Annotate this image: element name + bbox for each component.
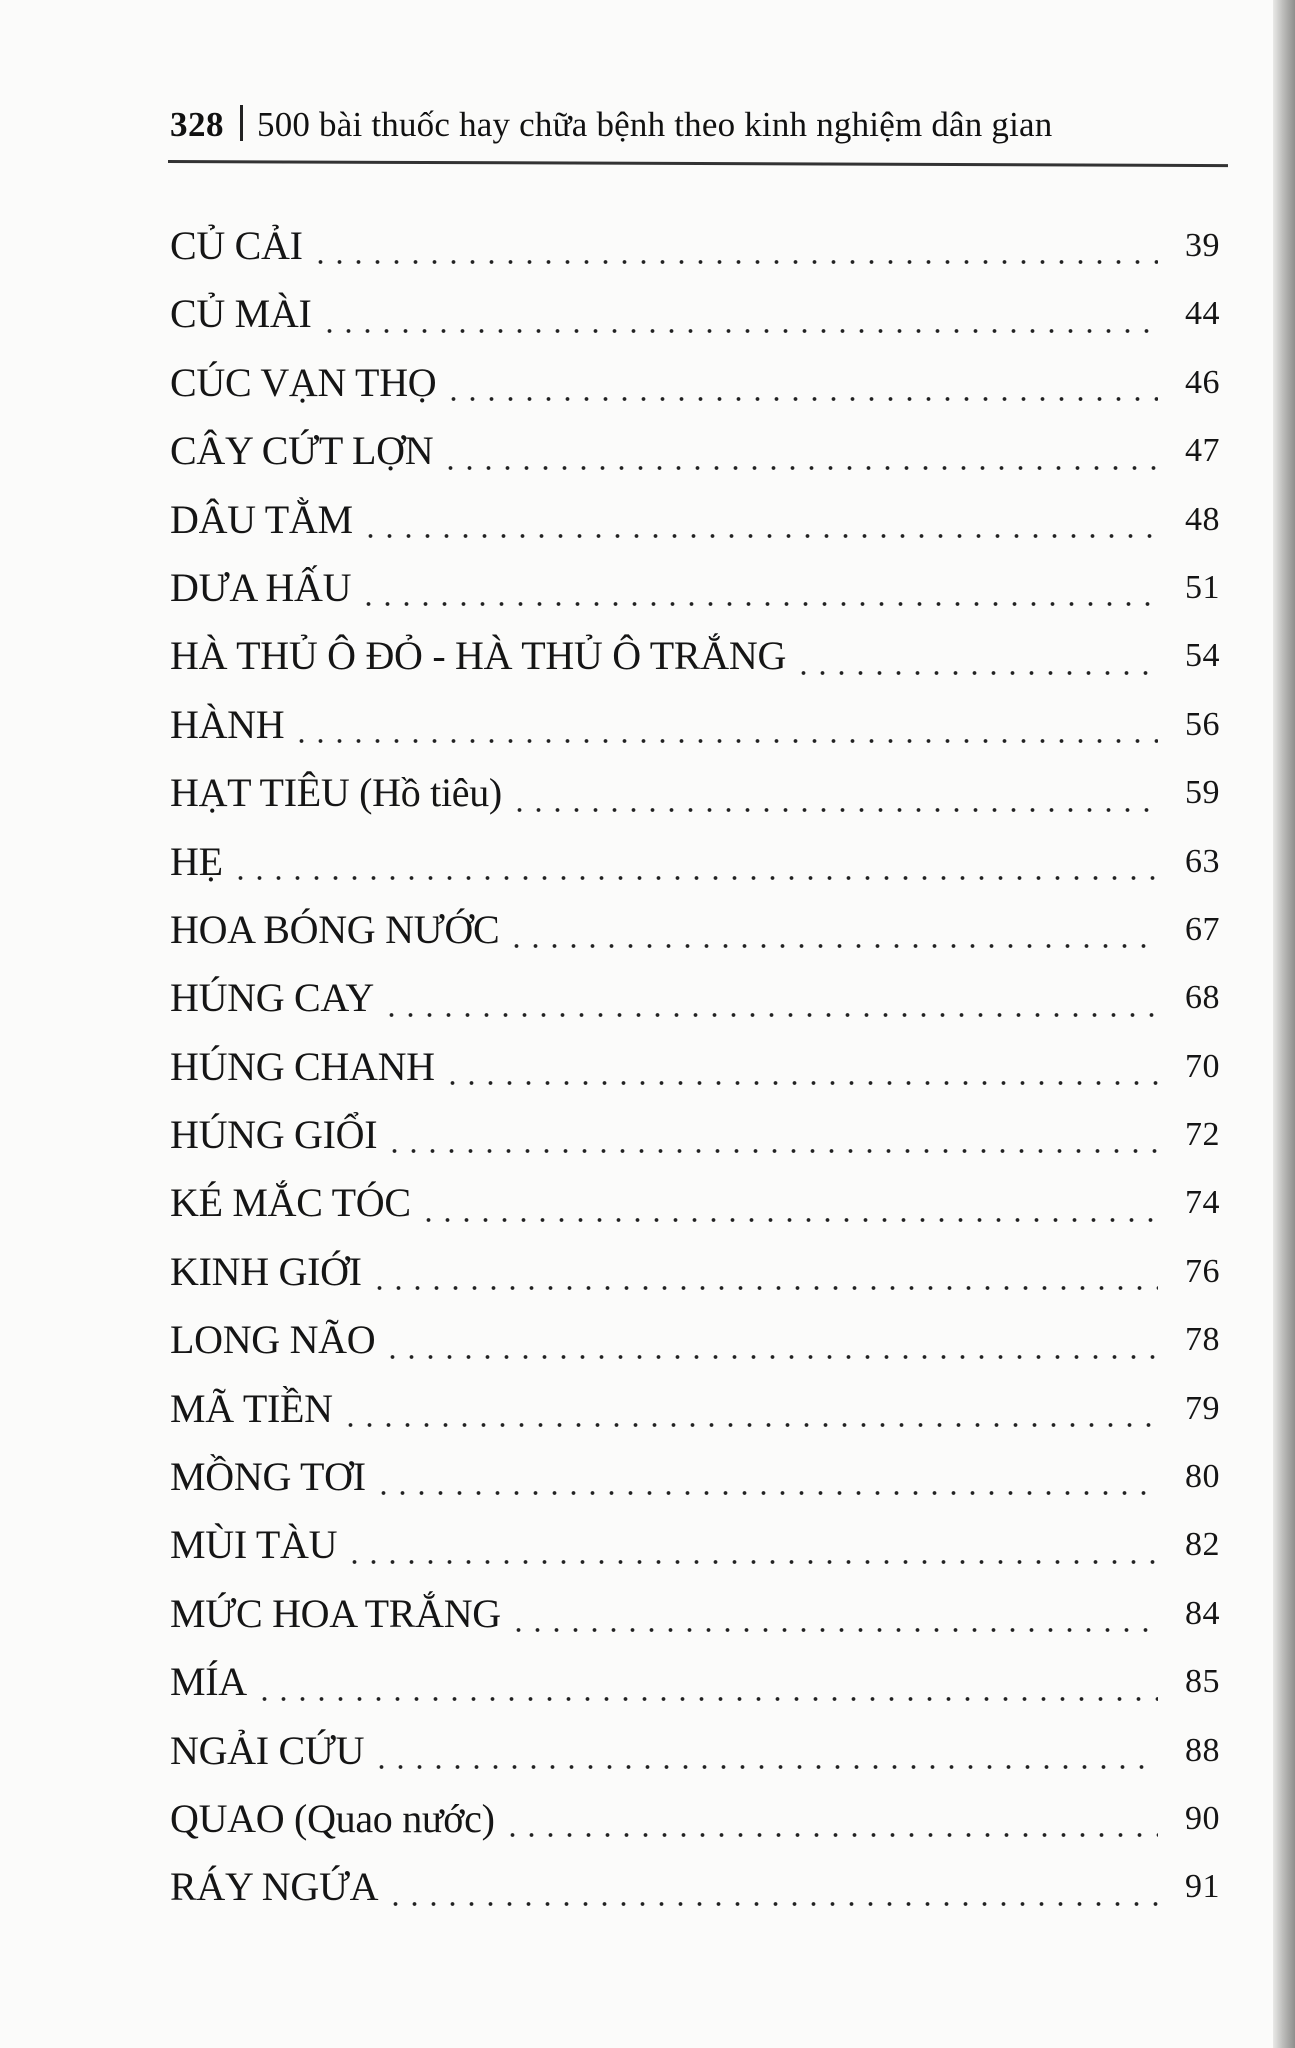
page-edge-shadow	[1273, 0, 1295, 2048]
dot-leader	[374, 1490, 1158, 1496]
entry-page-number: 70	[1185, 1047, 1220, 1085]
dot-leader	[383, 1354, 1158, 1360]
dot-leader	[311, 259, 1158, 265]
toc-entry	[170, 486, 1220, 554]
entry-page-number: 59	[1185, 774, 1220, 812]
entry-title: HÚNG GIỔI	[170, 1112, 378, 1158]
entry-title: QUAO (Quao nước)	[170, 1795, 495, 1841]
entry-title: KÉ MẮC TÓC	[170, 1180, 411, 1226]
entry-title: CÚC VẠN THỌ	[170, 359, 437, 405]
dot-leader	[320, 328, 1158, 334]
entry-title: MÍA	[170, 1659, 247, 1705]
entry-page-number: 85	[1185, 1663, 1220, 1701]
entry-title: HÚNG CAY	[170, 975, 374, 1021]
dot-leader	[345, 1559, 1158, 1565]
toc-entry	[170, 1306, 1220, 1374]
entry-title: HÚNG CHANH	[170, 1043, 435, 1089]
toc-entry	[170, 1648, 1220, 1716]
toc-entry	[170, 280, 1220, 348]
entry-title: RÁY NGỨA	[170, 1864, 379, 1910]
entry-page-number: 72	[1185, 1116, 1220, 1154]
dot-leader	[231, 875, 1158, 881]
toc-entry	[170, 1717, 1220, 1785]
toc-entry	[170, 417, 1220, 485]
dot-leader	[441, 465, 1158, 471]
dot-leader	[372, 1764, 1158, 1770]
toc-entry	[170, 212, 1220, 280]
entry-title: HẠT TIÊU (Hồ tiêu)	[170, 770, 502, 816]
dot-leader	[341, 1422, 1158, 1428]
dot-leader	[507, 943, 1158, 949]
entry-page-number: 82	[1185, 1526, 1220, 1564]
dot-leader	[382, 1012, 1158, 1018]
entry-page-number: 79	[1185, 1389, 1220, 1427]
entry-page-number: 74	[1185, 1184, 1220, 1222]
entry-page-number: 56	[1185, 705, 1220, 743]
page-number: 328	[170, 105, 224, 144]
dot-leader	[419, 1217, 1158, 1223]
dot-leader	[794, 670, 1158, 676]
toc-entry	[170, 1511, 1220, 1579]
entry-title: KINH GIỚI	[170, 1248, 362, 1294]
toc-entry	[170, 1375, 1220, 1443]
entry-page-number: 91	[1185, 1868, 1220, 1906]
entry-title: MỒNG TƠI	[170, 1454, 366, 1500]
toc-entry	[170, 1580, 1220, 1648]
dot-leader	[503, 1832, 1158, 1838]
running-header	[170, 100, 1230, 152]
entry-title: HOA BÓNG NƯỚC	[170, 906, 500, 952]
entry-title: LONG NÃO	[170, 1317, 376, 1363]
toc-entry	[170, 1101, 1220, 1169]
entry-page-number: 48	[1185, 500, 1220, 538]
entry-page-number: 80	[1185, 1458, 1220, 1496]
toc-entry	[170, 964, 1220, 1032]
toc-entry	[170, 1033, 1220, 1101]
entry-page-number: 44	[1185, 295, 1220, 333]
entry-page-number: 76	[1185, 1252, 1220, 1290]
toc-entry	[170, 896, 1220, 964]
toc-entry	[170, 1169, 1220, 1237]
entry-title: MÙI TÀU	[170, 1522, 338, 1568]
toc-entry	[170, 828, 1220, 896]
toc-entry	[170, 759, 1220, 827]
toc-entry	[170, 349, 1220, 417]
entry-title: HÀNH	[170, 701, 285, 747]
entry-page-number: 88	[1185, 1731, 1220, 1769]
entry-title: MÃ TIỀN	[170, 1385, 333, 1431]
entry-title: MỨC HOA TRẮNG	[170, 1590, 501, 1636]
toc-entry	[170, 1238, 1220, 1306]
dot-leader	[370, 1285, 1158, 1291]
entry-page-number: 68	[1185, 979, 1220, 1017]
toc-entry	[170, 554, 1220, 622]
entry-page-number: 67	[1185, 910, 1220, 948]
entry-title: CÂY CỨT LỢN	[170, 428, 434, 474]
entry-page-number: 84	[1185, 1594, 1220, 1632]
toc-entry	[170, 691, 1220, 759]
entry-title: NGẢI CỨU	[170, 1727, 365, 1773]
entry-page-number: 78	[1185, 1321, 1220, 1359]
entry-title: HẸ	[170, 838, 223, 884]
header-separator	[240, 105, 243, 141]
dot-leader	[443, 1080, 1158, 1086]
dot-leader	[361, 533, 1158, 539]
dot-leader	[386, 1901, 1158, 1907]
book-title: 500 bài thuốc hay chữa bệnh theo kinh nghiệm dân gian	[257, 105, 1053, 144]
header-rule	[168, 160, 1228, 167]
entry-page-number: 47	[1185, 432, 1220, 470]
entry-title: HÀ THỦ Ô ĐỎ - HÀ THỦ Ô TRẮNG	[170, 633, 787, 679]
entry-page-number: 51	[1185, 568, 1220, 606]
toc-entry	[170, 1785, 1220, 1853]
toc-entry	[170, 622, 1220, 690]
entry-title: DÂU TẰM	[170, 496, 353, 542]
entry-page-number: 39	[1185, 226, 1220, 264]
entry-title: DƯA HẤU	[170, 564, 352, 610]
toc-entry	[170, 1853, 1220, 1921]
dot-leader	[509, 1627, 1158, 1633]
dot-leader	[255, 1696, 1158, 1702]
entry-page-number: 46	[1185, 363, 1220, 401]
entry-page-number: 63	[1185, 842, 1220, 880]
dot-leader	[359, 601, 1158, 607]
entry-title: CỦ MÀI	[170, 291, 312, 337]
toc-entry	[170, 1443, 1220, 1511]
dot-leader	[444, 396, 1158, 402]
table-of-contents	[170, 212, 1220, 1932]
entry-title: CỦ CẢI	[170, 222, 303, 268]
dot-leader	[292, 738, 1158, 744]
entry-page-number: 90	[1185, 1799, 1220, 1837]
dot-leader	[385, 1148, 1158, 1154]
dot-leader	[510, 807, 1158, 813]
entry-page-number: 54	[1185, 637, 1220, 675]
